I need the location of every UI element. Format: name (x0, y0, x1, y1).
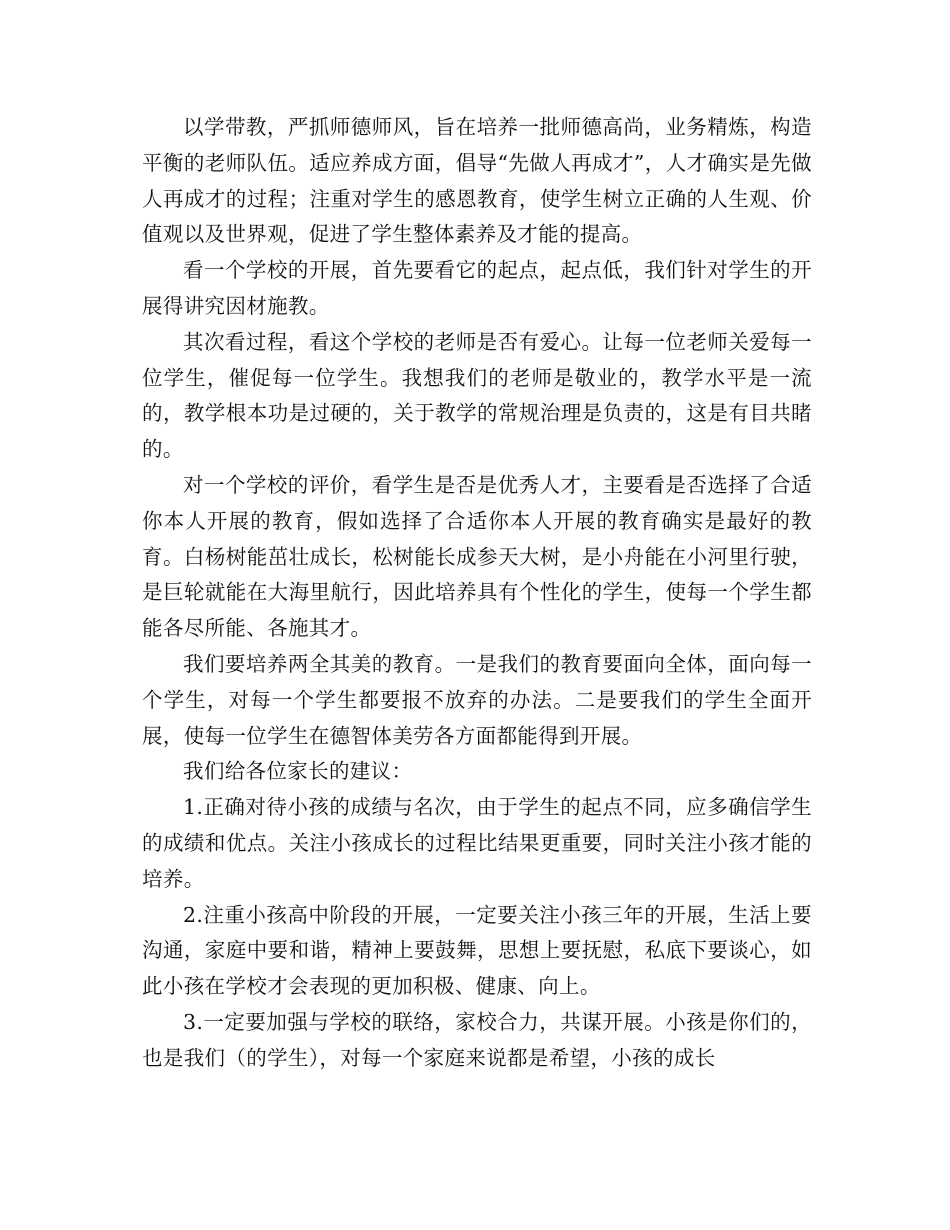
paragraph-evaluation: 对一个学校的评价，看学生是否是优秀人才，主要看是否选择了合适你本人开展的教育，假如选择了合适你本人开展的教育确实是最好的教育。白杨树能茁壮成长，松树能长成参天大树，是小舟能在小河里行驶，是巨轮就能在大海里航行，因此培养具有个性化的学生，使每一个学生都能各尽所能、各施其才。 (142, 472, 812, 641)
paragraph-all-round-education: 我们要培养两全其美的教育。一是我们的教育要面向全体，面向每一个学生，对每一个学生都要报不放弃的办法。二是要我们的学生全面开展，使每一位学生在德智体美劳各方面都能得到开展。 (142, 651, 812, 748)
advice-item-1: 1.正确对待小孩的成绩与名次，由于学生的起点不同，应多确信学生的成绩和优点。关注小孩成长的过程比结果更重要，同时关注小孩才能的培养。 (142, 795, 812, 891)
advice-item-2: 2.注重小孩高中阶段的开展，一定要关注小孩三年的开展，生活上要沟通，家庭中要和谐，精神上要鼓舞，思想上要抚慰，私底下要谈心，如此小孩在学校才会表现的更加积极、健康、向上。 (142, 902, 812, 999)
paragraph-advice-heading: 我们给各位家长的建议： (183, 759, 413, 784)
paragraph-teacher-team: 以学带教，严抓师德师风，旨在培养一批师德高尚，业务精炼，构造平衡的老师队伍。适应养成方面，倡导“先做人再成才”，人才确实是先做人再成才的过程；注重对学生的感恩教育，使学生树立正确的人生观、价值观以及世界观，促进了学生整体素养及才能的提高。 (142, 115, 812, 247)
paragraph-process: 其次看过程，看这个学校的老师是否有爱心。让每一位老师关爱每一位学生，催促每一位学生。我想我们的老师是敬业的，教学水平是一流的，教学根本功是过硬的，关于教学的常规治理是负责的，这是有目共睹的。 (142, 329, 812, 462)
document-page (142, 110, 812, 1077)
advice-item-3: 3.一定要加强与学校的联络，家校合力，共谋开展。小孩是你们的，也是我们（的学生），对每一个家庭来说都是希望，小孩的成长 (142, 1009, 812, 1070)
paragraph-starting-point: 看一个学校的开展，首先要看它的起点，起点低，我们针对学生的开展得讲究因材施教。 (142, 258, 812, 318)
